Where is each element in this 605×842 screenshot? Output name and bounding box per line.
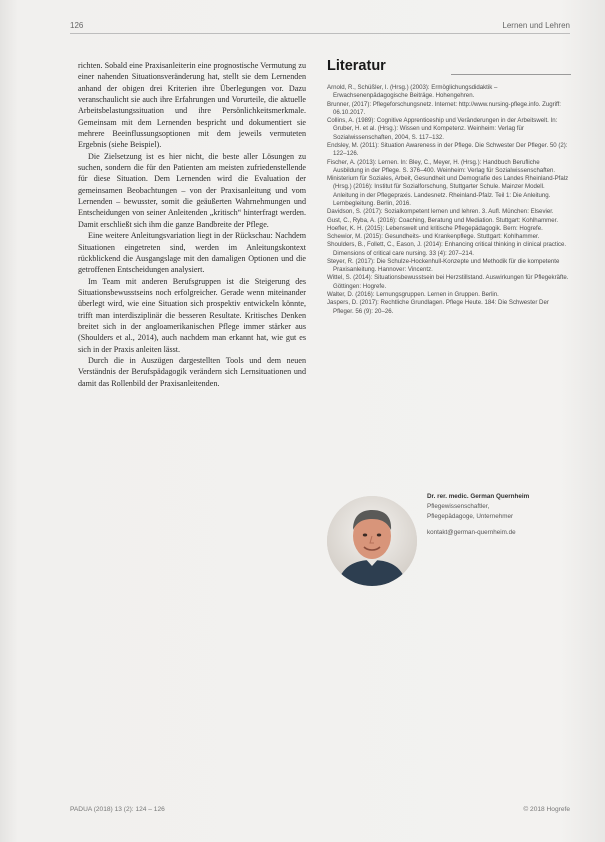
- reference-item: Jaspers, D. (2017): Rechtliche Grundlagen. Pflege Heute. 184: Die Schwester Der Pfleger. 56 (9): 20–26.: [327, 299, 549, 315]
- reference-item: Wittel, S. (2014): Situationsbewusstsein bei Herzstillstand. Auswirkungen für Pflegekräfte. Göttingen: Hogrefe.: [327, 274, 569, 290]
- reference-item: Collins, A. (1989): Cognitive Apprenticeship und Veränderungen in der Arbeitswelt. In: Gruber, H. et al. (Hrsg.): Wissen und Kompetenz. Weinheim: Verlag für Sozialwissenschaften, 2004, S. 117–132.: [327, 117, 558, 141]
- article-paragraph: Eine weitere Anleitungsvariation liegt in der Rückschau: Nachdem Situationen eingetreten sind, werden im Anleitungskontext rückblickend die Ausgangslage mit den damaligen Optionen und die getroffenen Entscheidungen analysiert.: [78, 231, 306, 275]
- article-paragraph: Im Team mit anderen Berufsgruppen ist die Steigerung des Situationsbewusstseins noch erfolgreicher. Gerade wenn miteinander überlegt wird, wie eine Situation sich prospektiv entwickeln könnte, trifft man interdisziplinär die besseren Resultate. Kritisches Denken breitet sich in der angloamerikanischen Pflege immer stärker aus (Shoulders et al., 2014), auch nachdem man erkannt hat, wie gut es sich in der Praxis anleiten lässt.: [78, 276, 306, 354]
- author-portrait-icon: [327, 496, 417, 586]
- journal-citation: PADUA (2018) 13 (2): 124 – 126: [70, 806, 165, 813]
- reference-item: Arnold, R., Schüßler, I. (Hrsg.) (2003): Ermöglichungsdidaktik – Erwachsenenpädagogische Beiträge. Hohengehren.: [327, 84, 498, 100]
- reference-item: Davidson, S. (2017): Sozialkompetent lernen und lehren. 3. Aufl. München: Elsevier.: [327, 208, 554, 216]
- reference-item: Gust, C., Ryba, A. (2016): Coaching, Beratung und Mediation. Stuttgart: Kohlhammer.: [327, 216, 559, 224]
- page-header: [70, 20, 570, 34]
- page-footer: [70, 806, 570, 818]
- author-box: [327, 490, 571, 590]
- reference-list: [327, 84, 571, 316]
- reference-item: Steyer, R. (2017): Die Schulze-Hockenhull-Konzepte und Methodik für die kompetente Praxisanleitung. Hannover: Vincentz.: [327, 257, 560, 274]
- reference-item: Hoefler, K. H. (2015): Lebenswelt und kritische Pflegepädagogik. Bern: Hogrefe.: [327, 224, 543, 232]
- publisher-copyright: © 2018 Hogrefe: [523, 806, 570, 813]
- heading-rule: [451, 74, 571, 75]
- author-role-line2: Pflegepädagoge, Unternehmer: [427, 513, 514, 520]
- article-body: [78, 60, 306, 389]
- reference-item: Schewior, M. (2015): Gesundheits- und Krankenpflege. Stuttgart: Kohlhammer.: [327, 233, 540, 241]
- author-photo: [327, 496, 417, 586]
- reference-item: Fischer, A. (2013): Lernen. In: Bley, C., Meyer, H. (Hrsg.): Handbuch Berufliche Ausbildung in der Pflege. S. 376–400. Weinheim: Verlag für Sozialwissenschaften.: [327, 158, 556, 174]
- reference-item: Shoulders, B., Follett, C., Eason, J. (2014): Enhancing critical thinking in clinical practice. Dimensions of critical care nursing. 33 (4): 207–214.: [327, 241, 567, 257]
- article-paragraph: richten. Sobald eine Praxisanleiterin eine prognostische Vermutung zu einer nahenden Situationsveränderung hat, stellt sie dem Lernenden anhand der obigen drei Kriterien ihre Überlegungen vor. Dazu veranschaulicht sie auch ihre Erfahrungen und Vorurteile, die aktuelle Arbeitsbelastungssituation und ihre Persönlichkeitsmerkmale. Gemeinsam mit dem Lernenden bespricht und dokumentiert sie mehrere Beeinflussungsoptionen mit dem jeweils vermuteten Ergebnis (siehe Beispiel).: [78, 61, 306, 150]
- literature-title: Literatur: [327, 58, 386, 74]
- literature-heading: [327, 58, 571, 80]
- reference-item: Brunner, (2017): Pflegeforschungsnetz. Internet: http://www.nursing-pflege.info. Zugriff: 06.10.2017.: [327, 100, 561, 116]
- reference-item: Walter, D. (2016): Lernungsgruppen. Lernen in Gruppen. Berlin.: [327, 291, 499, 299]
- header-divider: [70, 33, 570, 34]
- author-name: Dr. rer. medic. German Quernheim: [427, 493, 530, 500]
- article-paragraph: Durch die in Auszügen dargestellten Tools und dem neuen Verständnis der Berufspädagogik verändern sich Lernsituationen und damit das Rollenbild der Praxisanleitenden.: [78, 355, 306, 388]
- page-number: 126: [70, 21, 84, 30]
- reference-item: Endsley, M. (2011): Situation Awareness in der Pflege. Die Schwester Der Pfleger. 50 (2): 122–126.: [327, 141, 568, 158]
- literature-column: [327, 58, 571, 316]
- author-email[interactable]: kontakt@german-quernheim.de: [427, 529, 516, 536]
- author-info: [427, 492, 571, 538]
- author-role-line1: Pflegewissenschaftler,: [427, 503, 490, 510]
- reference-item: Ministerium für Soziales, Arbeit, Gesundheit und Demografie des Landes Rheinland-Pfalz (Hrsg.) (2016): Institut für Sozialforschung, Stuttgarter Schule. Mainzer Modell. Anleitung in der Pflegepraxis. Landesnetz. Rheinland-Pfalz. Teil 1: Die Anleitung. Lernbegleitung. Berlin, 2016.: [327, 175, 569, 207]
- article-paragraph: Die Zielsetzung ist es hier nicht, die beste aller Lösungen zu suchen, sondern die für den Patienten am meisten zufriedenstellende für diese Situation. Dem Lernenden wird die Evaluation der gemeinsamen Beobachtungen – von der Praxisanleitung und vom Lernenden – bewusster, somit die geäußerten Wahrnehmungen und Entscheidungen von seiner Anleitenden „kritisch“ hinterfragt werden. Damit erschließt sich ihm die ganze Bandbreite der Pflege.: [78, 151, 306, 229]
- section-title: Lernen und Lehren: [502, 21, 570, 30]
